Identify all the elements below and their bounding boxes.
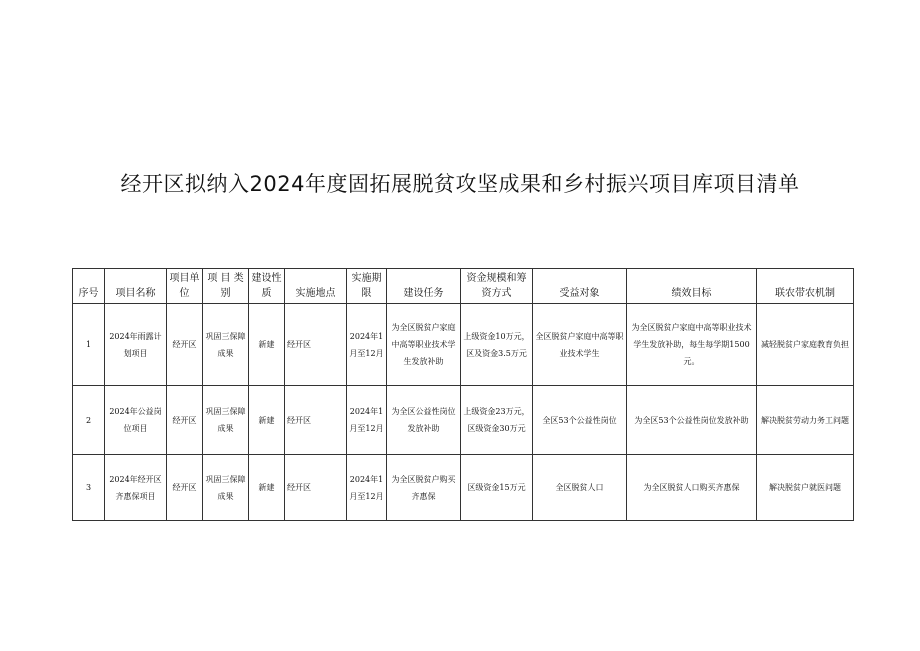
table-row — [73, 386, 854, 455]
cell-unit: 经开区 — [167, 304, 203, 386]
cell-mechanism: 解决脱贫劳动力务工问题 — [757, 386, 854, 455]
cell-category: 巩固三保障成果 — [203, 455, 249, 521]
page-title: 经开区拟纳入2024年度固拓展脱贫攻坚成果和乡村振兴项目库项目清单 — [120, 172, 800, 196]
cell-index: 3 — [73, 455, 105, 521]
cell-mechanism: 减轻脱贫户家庭教育负担 — [757, 304, 854, 386]
cell-period: 2024年1月至12月 — [347, 304, 387, 386]
cell-funding: 上级资金23万元，区级资金30万元 — [461, 386, 533, 455]
col-header-beneficiary: 受益对象 — [533, 269, 627, 304]
col-header-unit: 项目单位 — [167, 269, 203, 304]
cell-location: 经开区 — [285, 455, 347, 521]
col-header-location: 实施地点 — [285, 269, 347, 304]
cell-location: 经开区 — [285, 304, 347, 386]
cell-task: 为全区脱贫户购买齐惠保 — [387, 455, 461, 521]
cell-nature: 新建 — [249, 304, 285, 386]
cell-index: 2 — [73, 386, 105, 455]
col-header-mechanism: 联农带农机制 — [757, 269, 854, 304]
col-header-index: 序号 — [73, 269, 105, 304]
col-header-nature: 建设性质 — [249, 269, 285, 304]
cell-project-name: 2024年经开区齐惠保项目 — [105, 455, 167, 521]
table-header-row — [73, 269, 854, 304]
cell-beneficiary: 全区脱贫人口 — [533, 455, 627, 521]
cell-project-name: 2024年公益岗位项目 — [105, 386, 167, 455]
table-row — [73, 304, 854, 386]
col-header-goal: 绩效目标 — [627, 269, 757, 304]
cell-nature: 新建 — [249, 455, 285, 521]
col-header-funding: 资金规模和筹资方式 — [461, 269, 533, 304]
cell-goal: 为全区脱贫户家庭中高等职业技术学生发放补助，每生每学期1500元。 — [627, 304, 757, 386]
cell-task: 为全区脱贫户家庭中高等职业技术学生发放补助 — [387, 304, 461, 386]
cell-period: 2024年1月至12月 — [347, 386, 387, 455]
cell-task: 为全区公益性岗位发放补助 — [387, 386, 461, 455]
col-header-category: 项 目 类别 — [203, 269, 249, 304]
cell-funding: 上级资金10万元，区及资金3.5万元 — [461, 304, 533, 386]
col-header-period: 实施期限 — [347, 269, 387, 304]
cell-unit: 经开区 — [167, 386, 203, 455]
project-table — [72, 268, 854, 521]
cell-category: 巩固三保障成果 — [203, 386, 249, 455]
cell-unit: 经开区 — [167, 455, 203, 521]
cell-beneficiary: 全区脱贫户家庭中高等职业技术学生 — [533, 304, 627, 386]
cell-funding: 区级资金15万元 — [461, 455, 533, 521]
table-row — [73, 455, 854, 521]
cell-nature: 新建 — [249, 386, 285, 455]
cell-project-name: 2024年雨露计划项目 — [105, 304, 167, 386]
cell-goal: 为全区脱贫人口购买齐惠保 — [627, 455, 757, 521]
cell-beneficiary: 全区53个公益性岗位 — [533, 386, 627, 455]
cell-mechanism: 解决脱贫户就医问题 — [757, 455, 854, 521]
cell-period: 2024年1月至12月 — [347, 455, 387, 521]
col-header-project-name: 项目名称 — [105, 269, 167, 304]
cell-category: 巩固三保障成果 — [203, 304, 249, 386]
col-header-task: 建设任务 — [387, 269, 461, 304]
cell-location: 经开区 — [285, 386, 347, 455]
cell-goal: 为全区53个公益性岗位发放补助 — [627, 386, 757, 455]
cell-index: 1 — [73, 304, 105, 386]
